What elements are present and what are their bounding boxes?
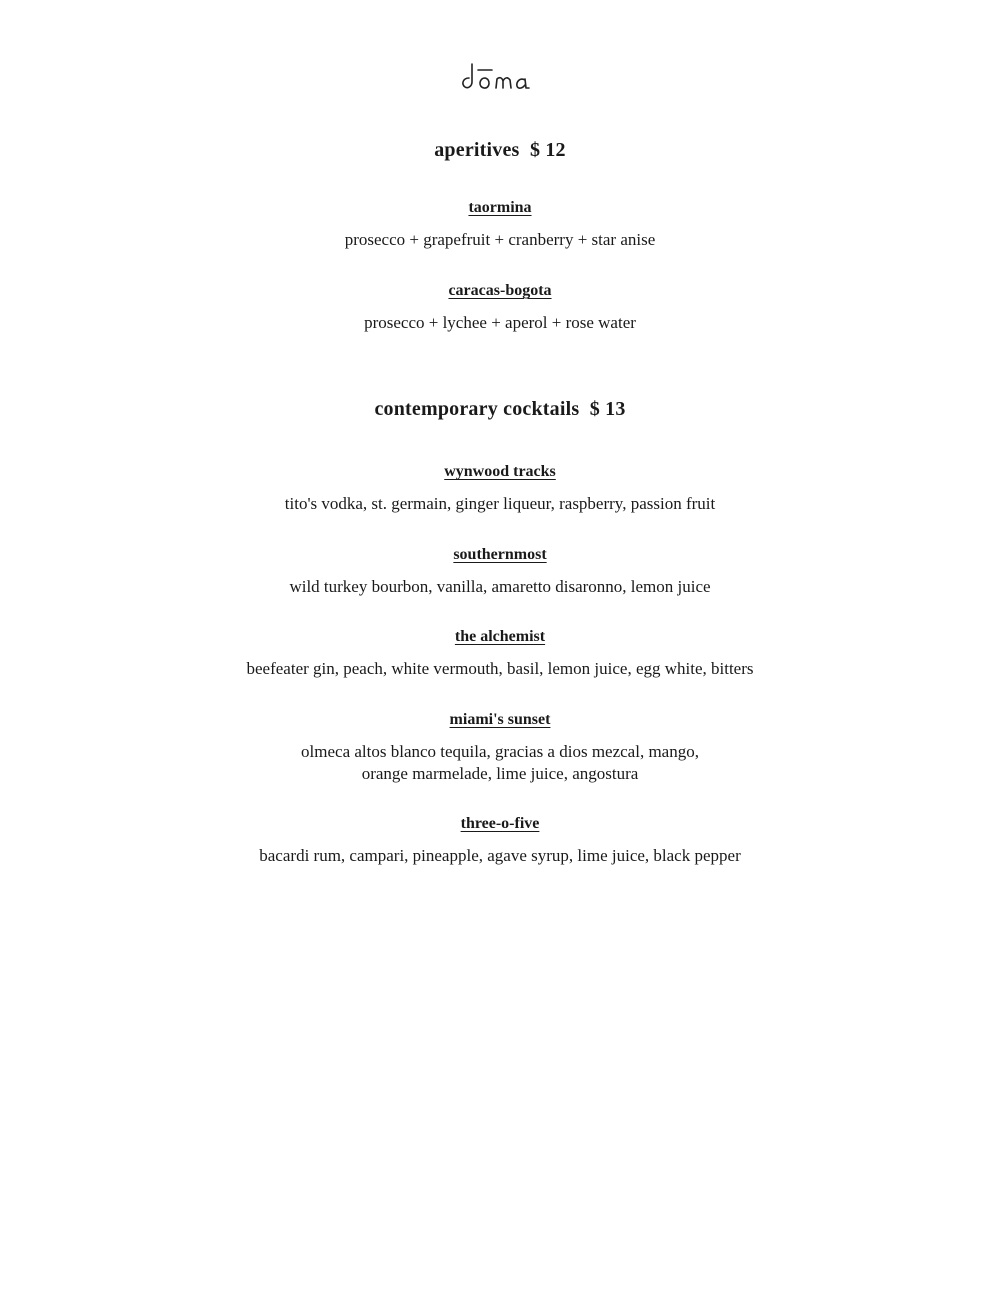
brand-logo bbox=[0, 52, 1000, 97]
item-description-the-alchemist: beefeater gin, peach, white vermouth, basil, lemon juice, egg white, bitters bbox=[246, 659, 754, 678]
item-name-label: wynwood tracks bbox=[444, 463, 556, 480]
item-name-label: the alchemist bbox=[454, 628, 546, 645]
item-name-three-o-five bbox=[0, 815, 1000, 833]
item-name-label: taormina bbox=[468, 199, 532, 216]
item-description-line: olmeca altos blanco tequila, gracias a dios mezcal, mango, bbox=[301, 742, 699, 761]
item-description-line: orange marmelade, lime juice, angostura bbox=[361, 764, 639, 783]
item-name-southernmost bbox=[0, 546, 1000, 564]
item-name-label: three-o-five bbox=[460, 815, 540, 832]
item-name-the-alchemist bbox=[0, 628, 1000, 646]
item-description-southernmost: wild turkey bourbon, vanilla, amaretto disaronno, lemon juice bbox=[289, 577, 711, 596]
section-title-aperitives: aperitives $ 12 bbox=[434, 139, 566, 161]
item-name-label: caracas-bogota bbox=[448, 282, 552, 299]
section-title-contemporary-cocktails: contemporary cocktails $ 13 bbox=[374, 398, 626, 420]
item-description-miamis-sunset bbox=[0, 741, 1000, 785]
item-description-three-o-five: bacardi rum, campari, pineapple, agave syrup, lime juice, black pepper bbox=[259, 846, 741, 865]
doma-logo-icon bbox=[455, 52, 545, 92]
item-name-caracas-bogota bbox=[0, 282, 1000, 300]
item-description-caracas-bogota: prosecco + lychee + aperol + rose water bbox=[364, 313, 636, 332]
item-name-miamis-sunset bbox=[0, 711, 1000, 729]
item-description-taormina: prosecco + grapefruit + cranberry + star anise bbox=[344, 230, 656, 249]
item-name-label: southernmost bbox=[453, 546, 547, 563]
item-name-taormina bbox=[0, 199, 1000, 217]
item-description-wynwood-tracks: tito's vodka, st. germain, ginger liqueur, raspberry, passion fruit bbox=[284, 494, 716, 513]
item-name-wynwood-tracks bbox=[0, 463, 1000, 481]
item-name-label: miami's sunset bbox=[449, 711, 551, 728]
